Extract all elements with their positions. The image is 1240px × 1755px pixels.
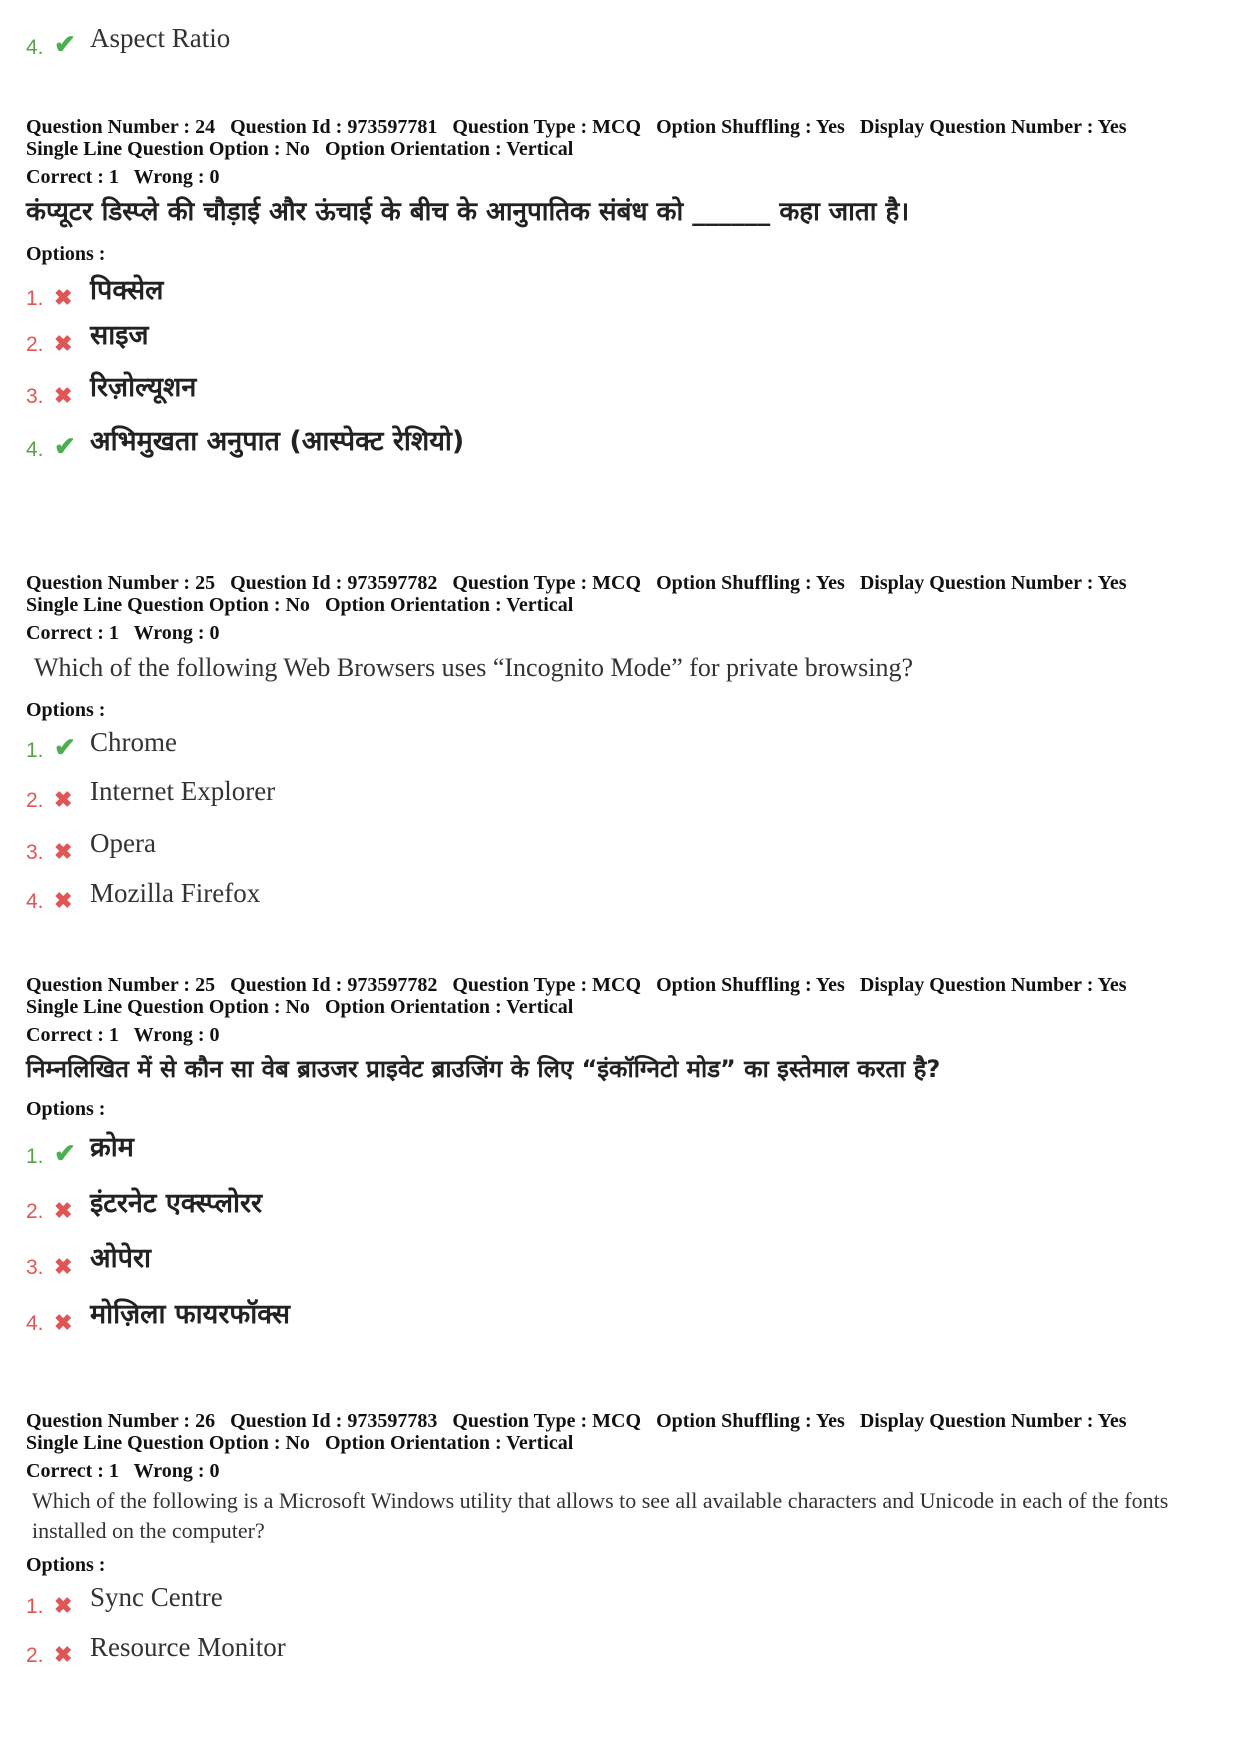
check-icon: ✔ xyxy=(54,432,76,462)
question-meta-line-1: Question Number : 25 Question Id : 973597782 Question Type : MCQ Option Shuffling : Yes Display Question Number : Yes xyxy=(26,974,1127,996)
option-item xyxy=(26,1633,1216,1667)
marks-line: Correct : 1 Wrong : 0 xyxy=(26,1024,220,1046)
question-block-25-en xyxy=(26,572,1216,912)
option-text: Opera xyxy=(90,827,156,858)
check-icon: ✔ xyxy=(54,1138,76,1168)
option-number: 4. xyxy=(26,890,44,914)
option-text: साइज xyxy=(90,320,149,352)
option-text: मोज़िला फायरफॉक्स xyxy=(90,1299,290,1331)
cross-icon: ✖ xyxy=(54,786,73,812)
question-block-24-hi xyxy=(26,116,1216,460)
check-icon: ✔ xyxy=(54,29,76,59)
cross-icon: ✖ xyxy=(54,330,73,356)
option-number: 1. xyxy=(26,739,44,763)
cross-icon: ✖ xyxy=(54,1254,73,1280)
option-number: 4. xyxy=(26,1311,44,1335)
cross-icon: ✖ xyxy=(54,838,73,864)
cross-icon: ✖ xyxy=(54,1309,73,1335)
option-item xyxy=(26,321,1216,355)
option-number: 4. xyxy=(26,35,44,59)
check-icon: ✔ xyxy=(54,733,76,763)
options-label: Options : xyxy=(26,1554,106,1576)
options-label: Options : xyxy=(26,242,106,265)
option-text: Resource Monitor xyxy=(90,1631,286,1662)
option-text: अभिमुखता अनुपात (आस्पेक्ट रेशियो) xyxy=(90,425,465,457)
cross-icon: ✖ xyxy=(54,1642,73,1668)
option-number: 2. xyxy=(26,332,44,356)
option-text: Sync Centre xyxy=(90,1582,223,1612)
option-text: क्रोम xyxy=(90,1132,134,1163)
question-meta-line-2: Single Line Question Option : No Option Orientation : Vertical xyxy=(26,594,574,616)
question-text: Which of the following is a Microsoft Windows utility that allows to see all available characters and Unicode in each of the fonts installed on the computer? xyxy=(32,1488,1169,1543)
question-meta-line-2: Single Line Question Option : No Option Orientation : Vertical xyxy=(26,1432,574,1454)
option-text: Chrome xyxy=(90,726,177,757)
cross-icon: ✖ xyxy=(54,382,73,408)
option-item xyxy=(26,777,1216,811)
option-number: 1. xyxy=(26,1594,44,1618)
question-meta-line-1: Question Number : 26 Question Id : 973597783 Question Type : MCQ Option Shuffling : Yes Display Question Number : Yes xyxy=(26,1410,1127,1432)
option-item xyxy=(26,879,1216,913)
option-number: 3. xyxy=(26,384,44,408)
option-number: 1. xyxy=(26,1144,44,1168)
option-item xyxy=(26,24,1216,58)
question-text: Which of the following Web Browsers uses “Incognito Mode” for private browsing? xyxy=(34,653,914,682)
question-meta-line-1: Question Number : 24 Question Id : 973597781 Question Type : MCQ Option Shuffling : Yes Display Question Number : Yes xyxy=(26,116,1127,138)
marks-line: Correct : 1 Wrong : 0 xyxy=(26,166,220,188)
cross-icon: ✖ xyxy=(54,1198,73,1224)
option-number: 2. xyxy=(26,788,44,812)
option-item xyxy=(26,1244,1216,1278)
question-text: कंप्यूटर डिस्प्ले की चौड़ाई और ऊंचाई के बीच के आनुपातिक संबंध को ______ कहा जाता है। xyxy=(26,197,910,227)
options-label: Options : xyxy=(26,698,106,721)
option-item xyxy=(26,276,1216,310)
option-item xyxy=(26,1583,1216,1617)
question-block-25-hi xyxy=(26,974,1216,1334)
option-item xyxy=(26,373,1216,407)
option-number: 3. xyxy=(26,1256,44,1280)
cross-icon: ✖ xyxy=(54,285,73,311)
options-label: Options : xyxy=(26,1098,106,1120)
option-number: 2. xyxy=(26,1644,44,1668)
option-text: इंटरनेट एक्स्प्लोरर xyxy=(90,1187,263,1219)
option-text: रिज़ोल्यूशन xyxy=(90,371,197,403)
cross-icon: ✖ xyxy=(54,1592,73,1618)
marks-line: Correct : 1 Wrong : 0 xyxy=(26,1460,220,1482)
option-text: Mozilla Firefox xyxy=(90,877,261,908)
question-meta-line-2: Single Line Question Option : No Option Orientation : Vertical xyxy=(26,996,574,1018)
option-number: 2. xyxy=(26,1200,44,1224)
option-text: Aspect Ratio xyxy=(90,23,231,53)
option-item xyxy=(26,728,1216,762)
option-item xyxy=(26,829,1216,863)
marks-line: Correct : 1 Wrong : 0 xyxy=(26,622,220,644)
option-number: 1. xyxy=(26,287,44,311)
option-text: ओपेरा xyxy=(90,1243,151,1275)
option-item xyxy=(26,427,1216,461)
option-item xyxy=(26,1300,1216,1334)
option-number: 4. xyxy=(26,438,44,462)
cross-icon: ✖ xyxy=(54,888,73,914)
option-text: Internet Explorer xyxy=(90,776,276,807)
option-item xyxy=(26,1133,1216,1167)
option-text: पिक्सेल xyxy=(90,274,164,306)
question-text: निम्नलिखित में से कौन सा वेब ब्राउजर प्राइवेट ब्राउजिंग के लिए “इंकॉग्निटो मोड” का इस्तेमाल करता है? xyxy=(26,1055,941,1083)
option-number: 3. xyxy=(26,840,44,864)
question-meta-line-1: Question Number : 25 Question Id : 973597782 Question Type : MCQ Option Shuffling : Yes Display Question Number : Yes xyxy=(26,572,1127,594)
option-item xyxy=(26,1189,1216,1223)
question-meta-line-2: Single Line Question Option : No Option Orientation : Vertical xyxy=(26,138,574,160)
top-option-block xyxy=(26,24,1216,58)
question-block-26-en xyxy=(26,1410,1216,1666)
